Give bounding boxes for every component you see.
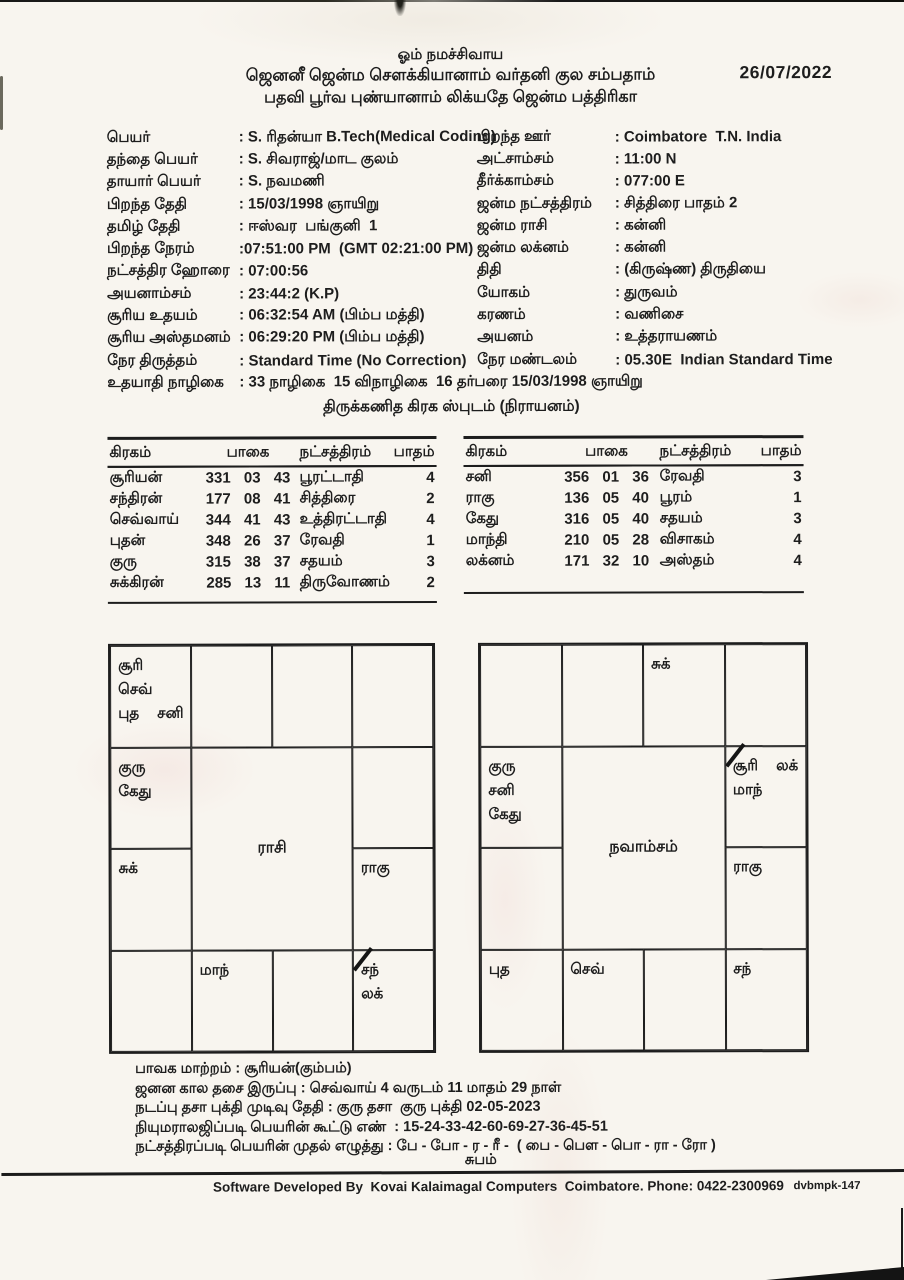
detail-value: : 05.30E Indian Standard Time xyxy=(615,350,833,369)
navamsam-chart-center-label: நவாம்சம் xyxy=(562,746,726,949)
detail-label: சூரிய அஸ்தமனம் xyxy=(107,328,231,347)
detail-value: : 33 நாழிகை 15 விநாழிகை 16 தர்பரை 15/03/1998 ஞாயிறு xyxy=(239,372,643,391)
note-numerology-numbers: நியுமராலஜிப்படி பெயரின் கூட்டு எண் : 15-24-33-42-60-69-27-36-45-51 xyxy=(135,1118,608,1136)
detail-row-janma-nakshatram xyxy=(477,192,832,215)
detail-label: நேர திருத்தம் xyxy=(107,351,198,369)
detail-label: அயனம் xyxy=(477,328,534,346)
table-row xyxy=(108,551,437,573)
table-row xyxy=(108,509,437,531)
column-header-graham: கிரகம் xyxy=(107,440,198,467)
sloka-line-1: ஜெனனீ ஜென்ம சௌக்கியானாம் வர்தனி குல சம்பதாம் xyxy=(245,65,656,85)
rasi-cell-gemini xyxy=(352,645,433,747)
detail-value: : 06:32:54 AM (பிம்ப மத்தி) xyxy=(239,306,425,324)
rasi-cell-aquarius: குரு கேது xyxy=(110,747,191,849)
navamsam-cell-r3c1 xyxy=(481,848,563,950)
detail-label: தந்தை பெயர் xyxy=(106,150,198,168)
cell-planet: புதன் xyxy=(109,531,146,549)
detail-value: : 077:00 E xyxy=(614,172,685,190)
note-current-dasa-bhukti: நடப்பு தசா புக்தி முடிவு தேதி : குரு தசா குரு புக்தி 02-05-2023 xyxy=(135,1098,541,1116)
cell-pada: 1 xyxy=(793,489,802,507)
detail-value: : கன்னி xyxy=(614,238,667,256)
table-row xyxy=(108,466,437,489)
navamsam-cell-lagna xyxy=(725,746,807,848)
cell-planet: சனி xyxy=(465,467,492,485)
note-bhava-change: பாவக மாற்றம் : சூரியன்(கும்பம்) xyxy=(135,1060,352,1077)
rasi-cell-pisces: சூரி செவ் புத சனி xyxy=(110,646,191,748)
column-header-paadham: பாதம் xyxy=(392,439,437,466)
rasi-cell-scorpio: மாந் xyxy=(192,950,273,1052)
cell-star: சதயம் xyxy=(299,552,343,570)
detail-row-longitude xyxy=(477,170,832,193)
cell-degrees: 285 13 11 xyxy=(206,574,291,592)
detail-label: பிறந்த ஊர் xyxy=(476,127,551,145)
print-date: 26/07/2022 xyxy=(739,62,833,83)
column-header-paagai: பாகை xyxy=(198,439,297,466)
cell-pada: 4 xyxy=(793,531,802,549)
table-row xyxy=(464,465,804,488)
detail-label: ஜன்ம லக்னம் xyxy=(476,238,569,257)
rasi-cell-sagittarius xyxy=(111,950,192,1052)
detail-value: : S. ரிதன்யா B.Tech(Medical Coding) xyxy=(238,127,496,146)
cell-degrees: 348 26 37 xyxy=(205,532,291,550)
cell-planet: ராகு xyxy=(465,488,495,506)
detail-value: : சித்திரை பாதம் 2 xyxy=(614,193,738,212)
cell-pada: 2 xyxy=(426,574,435,592)
rasi-cell-text: சந் லக் xyxy=(361,960,384,1002)
cell-pada: 3 xyxy=(793,468,802,486)
detail-row-janma-lagnam xyxy=(477,236,832,259)
cell-star: சித்திரை xyxy=(299,489,356,507)
cell-degrees: 315 38 37 xyxy=(205,553,291,571)
rasi-cell-virgo-lagna xyxy=(353,950,434,1052)
detail-value: : வணிசை xyxy=(615,305,684,323)
planet-table-right xyxy=(463,435,803,594)
detail-label: பெயர் xyxy=(106,128,151,146)
cell-degrees: 177 08 41 xyxy=(205,490,291,508)
cell-pada: 3 xyxy=(793,510,802,528)
scan-artifact-top-blob xyxy=(394,0,406,16)
rasi-cell-aries xyxy=(191,645,272,747)
cell-planet: குரு xyxy=(109,552,137,570)
detail-value: : 15/03/1998 ஞாயிறு xyxy=(238,194,380,213)
cell-star: ரேவதி xyxy=(299,531,345,549)
detail-value: : ஈஸ்வர பங்குனி 1 xyxy=(238,217,378,235)
cell-degrees: 136 05 40 xyxy=(564,489,650,507)
cell-planet: சுக்கிரன் xyxy=(109,573,164,591)
scan-artifact-top-edge xyxy=(0,0,904,2)
cell-pada: 4 xyxy=(793,552,802,570)
cell-star: ரேவதி xyxy=(659,467,705,485)
detail-value: : (கிருஷ்ண) திருதியை xyxy=(615,260,766,278)
detail-row-latitude xyxy=(477,147,832,170)
cell-planet: செவ்வாய் xyxy=(109,510,180,528)
detail-value: : S. நவமணி xyxy=(238,172,325,190)
cell-star: சதயம் xyxy=(659,509,703,527)
navamsam-cell-r1c3: சுக் xyxy=(643,644,725,746)
detail-label: நட்சத்திர ஹோரை xyxy=(107,262,230,280)
footer-software-credit: Software Developed By Kovai Kalaimagal Computers Coimbatore. Phone: 0422-2300969 xyxy=(212,1178,784,1195)
detail-label: தமிழ் தேதி xyxy=(106,217,181,235)
table-header-row xyxy=(107,439,436,467)
note-birth-dasa-balance: ஜனன கால தசை இருப்பு : செவ்வாய் 4 வருடம் 11 மாதம் 29 நாள் xyxy=(135,1079,562,1097)
birth-details-right-column xyxy=(477,125,833,371)
table-row xyxy=(464,487,804,509)
detail-value: : 06:29:20 PM (பிம்ப மத்தி) xyxy=(239,328,425,346)
detail-label: சூரிய உதயம் xyxy=(107,306,198,324)
invocation-line: ஓம் நமச்சிவாய xyxy=(397,45,504,64)
note-name-first-letters: நட்சத்திரப்படி பெயரின் முதல் எழுத்து : பே - போ - ர - ரீ - ( பை - பௌ - பொ - ரா - ரோ ) xyxy=(135,1137,716,1155)
cell-degrees: 344 41 43 xyxy=(205,511,291,529)
detail-label: உதயாதி நாழிகை xyxy=(107,373,224,391)
section-title-graha-spudam: திருக்கணித கிரக ஸ்புடம் (நிராயனம்) xyxy=(323,397,580,416)
column-header-paagai: பாகை xyxy=(555,438,657,465)
detail-value: : கன்னி xyxy=(614,216,667,234)
cell-pada: 3 xyxy=(426,553,435,571)
cell-star: பூரட்டாதி xyxy=(299,468,364,486)
cell-planet: சந்திரன் xyxy=(109,489,163,507)
detail-row-yogam xyxy=(477,281,832,304)
cell-planet: சூரியன் xyxy=(109,468,163,486)
column-header-natchathiram: நட்சத்திரம் xyxy=(657,438,758,465)
cell-degrees: 356 01 36 xyxy=(564,468,649,486)
detail-row-thithi xyxy=(477,259,832,282)
scan-artifact-left-edge xyxy=(0,76,3,130)
planet-table-left xyxy=(107,436,436,604)
column-header-graham: கிரகம் xyxy=(463,439,555,466)
detail-label: அயனாம்சம் xyxy=(107,284,192,302)
sloka-line-2: பதவி பூர்வ புண்யானாம் லிக்யதே ஜென்ம பத்திரிகா xyxy=(264,88,638,107)
rasi-cell-taurus xyxy=(272,645,353,747)
navamsam-cell-r4c3 xyxy=(644,949,726,1051)
navamsam-cell-r1c1 xyxy=(480,645,562,747)
cell-pada: 4 xyxy=(426,511,435,529)
detail-label: யோகம் xyxy=(477,283,531,301)
cell-pada: 1 xyxy=(426,532,435,550)
rasi-cell-capricorn: சுக் xyxy=(111,849,192,951)
cell-star: அஸ்தம் xyxy=(659,551,715,569)
footer-code: dvbmpk-147 xyxy=(793,1179,861,1193)
scan-artifact-right-edge xyxy=(901,1208,903,1270)
cell-degrees: 316 05 40 xyxy=(564,510,650,528)
detail-value: : 11:00 N xyxy=(614,150,677,168)
table-row xyxy=(108,488,437,510)
detail-value: : உத்தராயணம் xyxy=(615,327,718,345)
rasi-cell-cancer xyxy=(353,747,434,849)
detail-value: : 23:44:2 (K.P) xyxy=(239,285,340,303)
detail-label: திதி xyxy=(477,261,502,279)
detail-row-karanam xyxy=(477,303,832,326)
navamsam-cell-r4c2: செவ் xyxy=(562,949,644,1051)
cell-degrees: 210 05 28 xyxy=(564,531,650,549)
detail-label: ஜன்ம ராசி xyxy=(476,216,548,234)
detail-row-time-zone xyxy=(477,348,832,371)
detail-value: : S. சிவராஜ்/மாட குலம் xyxy=(238,150,399,168)
navamsam-cell-r1c4 xyxy=(725,644,807,746)
detail-label: பிறந்த நேரம் xyxy=(106,239,195,258)
subham-text: சுபம் xyxy=(464,1151,497,1168)
cell-star: திருவோணம் xyxy=(299,573,391,591)
cell-planet: கேது xyxy=(465,509,499,527)
cell-planet: மாந்தி xyxy=(465,530,508,548)
navamsam-cell-r1c2 xyxy=(562,644,644,746)
detail-row-ayanam xyxy=(477,326,832,349)
detail-label: அட்சாம்சம் xyxy=(476,149,554,167)
table-row xyxy=(108,572,437,594)
table-header-row xyxy=(463,438,803,466)
navamsam-chart xyxy=(478,642,809,1053)
cell-degrees: 331 03 43 xyxy=(205,469,291,487)
cell-pada: 4 xyxy=(426,469,435,487)
detail-label: தீர்க்காம்சம் xyxy=(476,171,554,190)
cell-pada: 2 xyxy=(426,490,435,508)
dasa-notes xyxy=(135,1059,716,1158)
detail-row-udayathi-nazhigai xyxy=(107,371,643,395)
rasi-cell-libra xyxy=(272,950,353,1052)
detail-value: :07:51:00 PM (GMT 02:21:00 PM) xyxy=(238,240,474,258)
column-header-natchathiram: நட்சத்திரம் xyxy=(297,439,391,466)
detail-label: நேர மண்டலம் xyxy=(477,350,578,368)
navamsam-cell-r3c4: ராகு xyxy=(725,847,807,949)
detail-value: : 07:00:56 xyxy=(239,262,309,280)
table-row xyxy=(108,530,437,552)
cell-star: விசாகம் xyxy=(659,530,715,548)
detail-value: : துருவம் xyxy=(615,283,678,301)
detail-value: : Coimbatore T.N. India xyxy=(614,127,782,146)
cell-degrees: 171 32 10 xyxy=(564,552,650,570)
detail-value: : Standard Time (No Correction) xyxy=(239,351,467,370)
detail-label: கரணம் xyxy=(477,305,526,323)
detail-label: தாயார் பெயர் xyxy=(106,172,201,191)
table-row xyxy=(464,550,804,572)
navamsam-cell-r4c4: சந் xyxy=(725,949,807,1051)
rasi-chart-center-label: ராசி xyxy=(191,747,353,950)
navamsam-cell-r2c1: குரு சனி கேது xyxy=(480,746,562,848)
cell-star: பூரம் xyxy=(659,488,693,506)
cell-planet: லக்னம் xyxy=(465,551,515,569)
detail-label: ஜன்ம நட்சத்திரம் xyxy=(476,194,592,212)
rasi-cell-leo: ராகு xyxy=(353,848,434,950)
table-row xyxy=(464,508,804,530)
detail-row-janma-rasi xyxy=(477,214,832,237)
detail-label: பிறந்த தேதி xyxy=(106,195,188,213)
navamsam-cell-text: சூரி லக் மாந் xyxy=(732,756,799,798)
column-header-paadham: பாதம் xyxy=(759,438,804,465)
rasi-chart xyxy=(108,643,436,1054)
navamsam-cell-r4c1: புத xyxy=(481,949,563,1051)
cell-star: உத்திரட்டாதி xyxy=(299,510,388,528)
table-row xyxy=(464,529,804,551)
detail-row-birth-place xyxy=(477,125,832,148)
